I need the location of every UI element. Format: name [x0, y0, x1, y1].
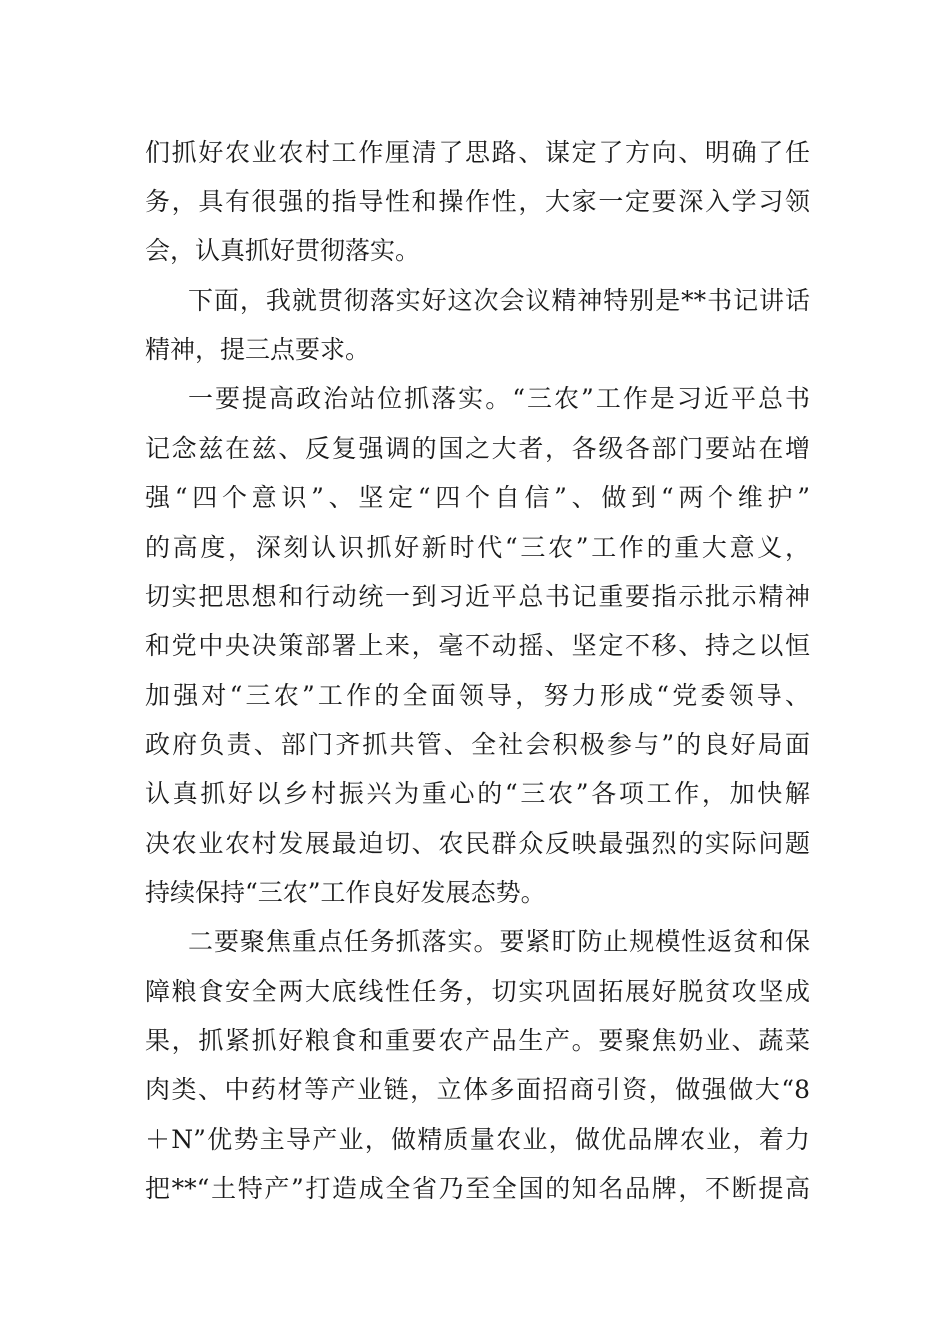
paragraph-start-line: 下面，我就贯彻落实好这次会议精神特别是**书记讲话 — [188, 286, 810, 315]
text-line: 把**“土特产”打造成全省乃至全国的知名品牌，不断提高 — [145, 1174, 810, 1203]
text-line: 记念兹在兹、反复强调的国之大者，各级各部门要站在增 — [145, 434, 810, 463]
text-line: 政府负责、部门齐抓共管、全社会积极参与”的良好局面 — [145, 730, 810, 759]
text-line: 果，抓紧抓好粮食和重要农产品生产。要聚焦奶业、蔬菜 — [145, 1026, 810, 1055]
text-line: 会，认真抓好贯彻落实。 — [145, 236, 421, 265]
text-line: 们抓好农业农村工作厘清了思路、谋定了方向、明确了任 — [145, 138, 810, 167]
text-line: 持续保持“三农”工作良好发展态势。 — [145, 878, 546, 907]
text-line: 决农业农村发展最迫切、农民群众反映最强烈的实际问题 — [145, 829, 810, 858]
paragraph-start-line: 一要提高政治站位抓落实。“三农”工作是习近平总书 — [188, 384, 810, 413]
text-line: 强“四个意识”、坚定“四个自信”、做到“两个维护” — [145, 483, 810, 512]
paragraph-start-line: 二要聚焦重点任务抓落实。要紧盯防止规模性返贫和保 — [188, 927, 810, 956]
text-line: 肉类、中药材等产业链，立体多面招商引资，做强做大“8 — [145, 1075, 810, 1104]
text-line: 加强对“三农”工作的全面领导，努力形成“党委领导、 — [145, 681, 810, 710]
text-line: 切实把思想和行动统一到习近平总书记重要指示批示精神 — [145, 582, 810, 611]
text-line: 和党中央决策部署上来，毫不动摇、坚定不移、持之以恒 — [145, 631, 810, 660]
text-line: 务，具有很强的指导性和操作性，大家一定要深入学习领 — [145, 187, 810, 216]
text-line: 障粮食安全两大底线性任务，切实巩固拓展好脱贫攻坚成 — [145, 977, 810, 1006]
text-line: 的高度，深刻认识抓好新时代“三农”工作的重大意义， — [145, 533, 810, 562]
text-line: 认真抓好以乡村振兴为重心的“三农”各项工作，加快解 — [145, 779, 810, 808]
text-line: 精神，提三点要求。 — [145, 335, 371, 364]
text-line: ＋N”优势主导产业，做精质量农业，做优品牌农业，着力 — [145, 1125, 810, 1154]
